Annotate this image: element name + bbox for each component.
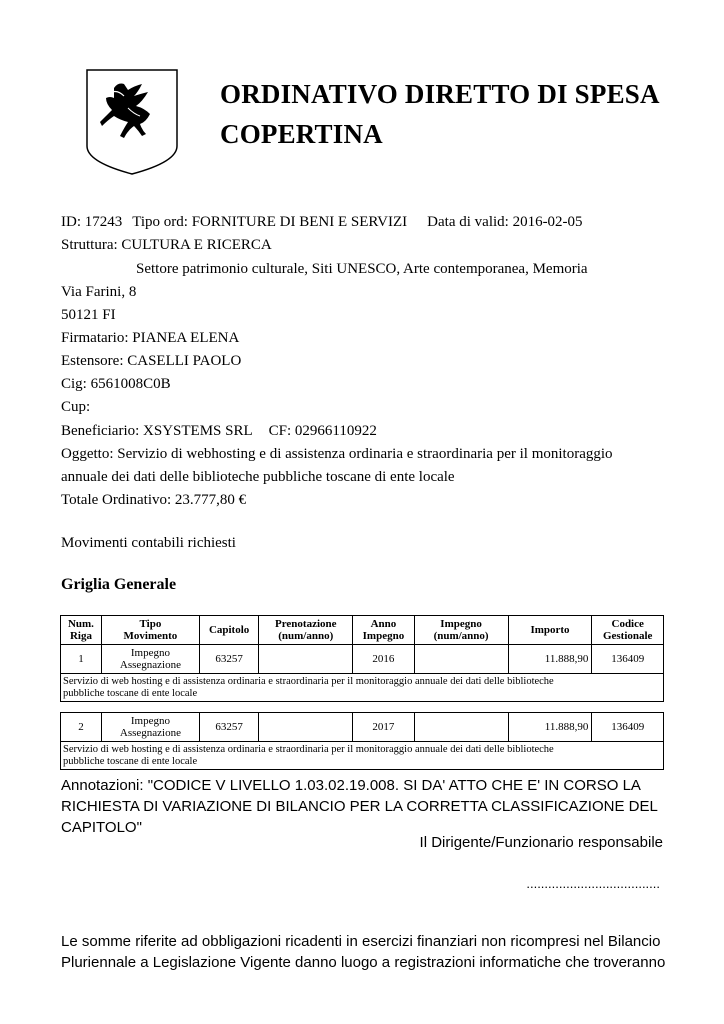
firma-label: Il Dirigente/Funzionario responsabile bbox=[419, 834, 663, 851]
totale-ordinativo: Totale Ordinativo: 23.777,80 € bbox=[61, 492, 247, 508]
cup: Cup: bbox=[61, 399, 91, 415]
estensore: Estensore: CASELLI PAOLO bbox=[61, 353, 242, 369]
cig: Cig: 6561008C0B bbox=[61, 376, 171, 392]
order-id: ID: 17243 bbox=[61, 214, 123, 230]
movimenti-heading: Movimenti contabili richiesti bbox=[61, 535, 236, 551]
col-prenotazione: Prenotazione (num/anno) bbox=[259, 616, 353, 645]
table-row bbox=[61, 713, 664, 742]
valid-date: Data di valid: 2016-02-05 bbox=[427, 214, 583, 230]
table-header-row bbox=[61, 616, 664, 645]
oggetto-line-2: annuale dei dati delle biblioteche pubbliche toscane di ente locale bbox=[61, 469, 455, 485]
col-impegno: Impegno (num/anno) bbox=[414, 616, 508, 645]
cell-importo: 11.888,90 bbox=[508, 713, 592, 742]
cell-prenotazione bbox=[259, 713, 353, 742]
codice-fiscale: CF: 02966110922 bbox=[268, 423, 377, 439]
cell-impegno bbox=[414, 713, 508, 742]
col-importo: Importo bbox=[508, 616, 592, 645]
info-line-id bbox=[61, 211, 583, 234]
cell-descrizione: Servizio di web hosting e di assistenza ordinaria e straordinaria per il monitoraggio annuale dei dati delle biblioteche pubbliche toscane di ente locale bbox=[61, 674, 664, 702]
address-cap: 50121 FI bbox=[61, 307, 116, 323]
cell-capitolo: 63257 bbox=[199, 645, 258, 674]
firmatario: Firmatario: PIANEA ELENA bbox=[61, 330, 240, 346]
cell-anno: 2016 bbox=[353, 645, 414, 674]
cell-codice: 136409 bbox=[592, 645, 664, 674]
annotazioni-line-3: CAPITOLO" bbox=[61, 819, 142, 836]
cell-capitolo: 63257 bbox=[199, 713, 258, 742]
table-row bbox=[61, 645, 664, 674]
order-type: Tipo ord: FORNITURE DI BENI E SERVIZI bbox=[132, 214, 408, 230]
cell-tipo: Impegno Assegnazione bbox=[101, 645, 199, 674]
title-line-1: ORDINATIVO DIRETTO DI SPESA bbox=[220, 79, 660, 109]
cell-num: 2 bbox=[61, 713, 102, 742]
table-spacer bbox=[61, 702, 664, 713]
annotazioni-line-2: RICHIESTA DI VARIAZIONE DI BILANCIO PER LA CORRETTA CLASSIFICAZIONE DEL bbox=[61, 798, 658, 815]
footer-line-2: Pluriennale a Legislazione Vigente danno luogo a registrazioni informatiche che troveranno bbox=[61, 954, 666, 971]
col-num-riga: Num. Riga bbox=[61, 616, 102, 645]
cell-num: 1 bbox=[61, 645, 102, 674]
col-codice-gestionale: Codice Gestionale bbox=[592, 616, 664, 645]
table-row-description bbox=[61, 742, 664, 770]
footer-line-1: Le somme riferite ad obbligazioni ricadenti in esercizi finanziari non ricompresi nel Bilancio bbox=[61, 933, 661, 950]
beneficiario: Beneficiario: XSYSTEMS SRL bbox=[61, 423, 253, 439]
beneficiario-line bbox=[61, 420, 377, 443]
document-title bbox=[220, 74, 660, 154]
cell-anno: 2017 bbox=[353, 713, 414, 742]
cell-prenotazione bbox=[259, 645, 353, 674]
address-street: Via Farini, 8 bbox=[61, 284, 137, 300]
griglia-table bbox=[60, 615, 664, 770]
struttura: Struttura: CULTURA E RICERCA bbox=[61, 237, 272, 253]
cell-descrizione: Servizio di web hosting e di assistenza ordinaria e straordinaria per il monitoraggio annuale dei dati delle biblioteche pubbliche toscane di ente locale bbox=[61, 742, 664, 770]
col-capitolo: Capitolo bbox=[199, 616, 258, 645]
griglia-title: Griglia Generale bbox=[61, 576, 177, 593]
oggetto-line-1: Oggetto: Servizio di webhosting e di assistenza ordinaria e straordinaria per il monitoraggio bbox=[61, 446, 613, 462]
col-tipo-movimento: Tipo Movimento bbox=[101, 616, 199, 645]
col-anno-impegno: Anno Impegno bbox=[353, 616, 414, 645]
cell-tipo: Impegno Assegnazione bbox=[101, 713, 199, 742]
table-row-description bbox=[61, 674, 664, 702]
annotazioni bbox=[61, 775, 658, 838]
cell-importo: 11.888,90 bbox=[508, 645, 592, 674]
cell-codice: 136409 bbox=[592, 713, 664, 742]
settore: Settore patrimonio culturale, Siti UNESCO, Arte contemporanea, Memoria bbox=[136, 261, 588, 277]
footer-note bbox=[61, 931, 665, 973]
regione-toscana-pegasus-logo bbox=[84, 68, 180, 176]
title-line-2: COPERTINA bbox=[220, 119, 383, 149]
firma-signature-line: ..................................... bbox=[526, 876, 660, 891]
annotazioni-line-1: Annotazioni: "CODICE V LIVELLO 1.03.02.19.008. SI DA' ATTO CHE E' IN CORSO LA bbox=[61, 777, 641, 794]
cell-impegno bbox=[414, 645, 508, 674]
